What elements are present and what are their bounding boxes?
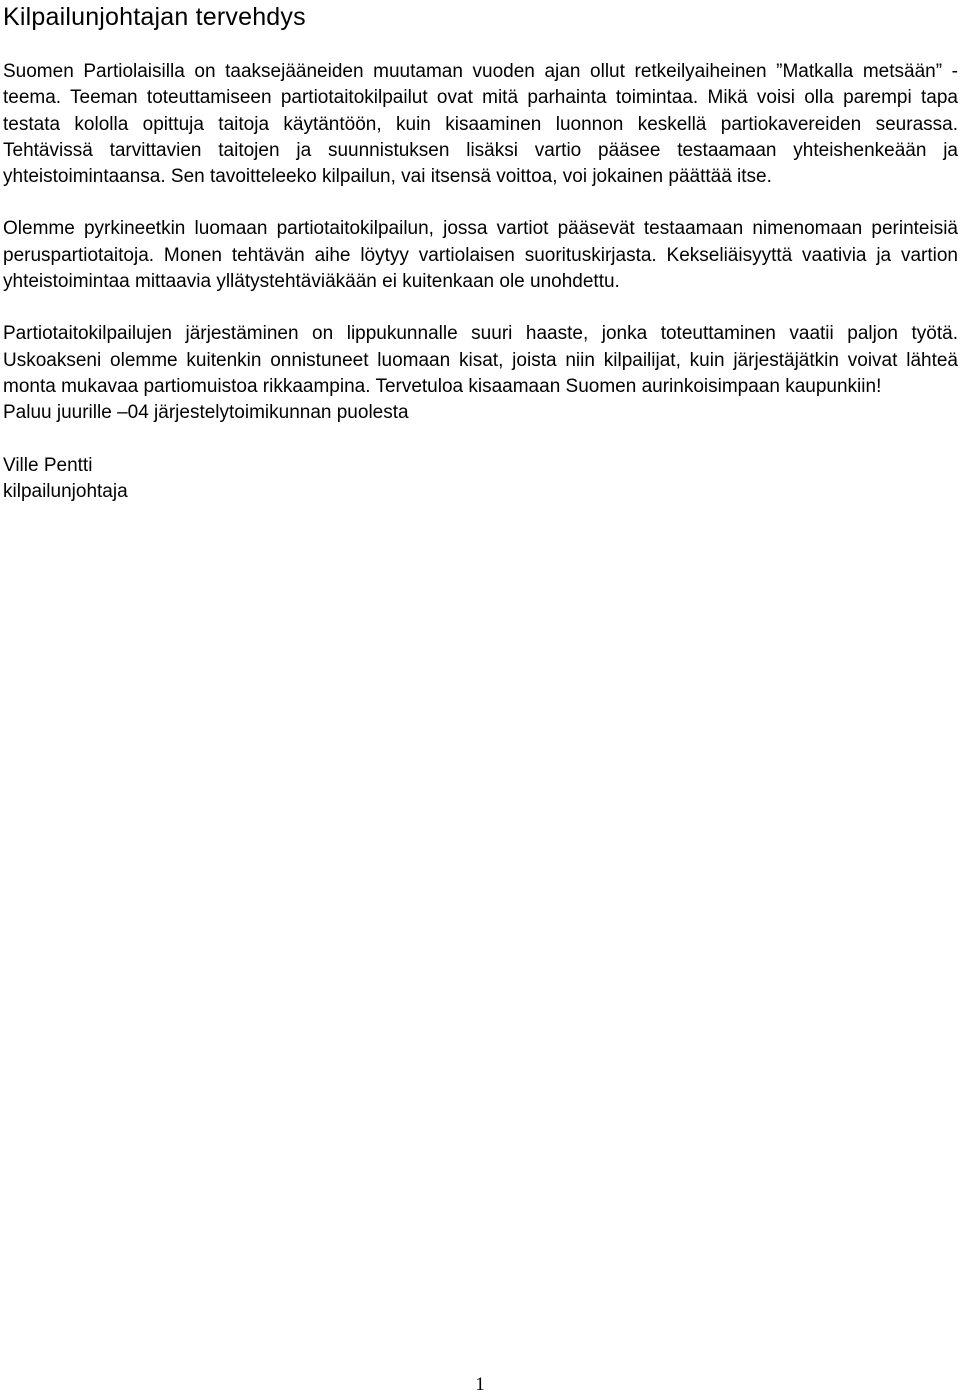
page-number: 1 xyxy=(475,1374,485,1395)
closing-line: Paluu juurille –04 järjestelytoimikunnan puolesta xyxy=(3,402,409,424)
page-title: Kilpailunjohtajan tervehdys xyxy=(3,3,306,31)
document-page xyxy=(3,0,958,505)
paragraph-competition: Olemme pyrkineetkin luomaan partiotaitokilpailun, jossa vartiot pääsevät testaamaan nimenomaan perinteisiä peruspartiotaitoja. Monen tehtävän aihe löytyy vartiolaisen suorituskirjasta. Kekseliäisyyttä vaativia ja vartion yhteistoimintaa mittaavia yllätystehtäviäkään ei kuitenkaan ole unohdettu. xyxy=(3,218,958,293)
paragraph-welcome: Partiotaitokilpailujen järjestäminen on lippukunnalle suuri haaste, jonka toteuttaminen vaatii paljon työtä. Uskoakseni olemme kuitenkin onnistuneet luomaan kisat, joista niin kilpailijat, kuin järjestäjätkin voivat lähteä monta mukavaa partiomuistoa rikkaampina. Tervetuloa kisaamaan Suomen aurinkoisimpaan kaupunkiin! xyxy=(3,323,958,397)
paragraph-intro: Suomen Partiolaisilla on taaksejääneiden muutaman vuoden ajan ollut retkeilyaiheinen ”Matkalla metsään” -teema. Teeman toteuttamiseen partiotaitokilpailut ovat mitä parhainta toimintaa. Mikä voisi olla parempi tapa testata kololla opittuja taitoja käytäntöön, kuin kisaaminen luonnon keskellä partiokavereiden seurassa. Tehtävissä tarvittavien taitojen ja suunnistuksen lisäksi vartio pääsee testaamaan yhteishenkeään ja yhteistoimintaansa. Sen tavoitteleeko kilpailun, vai itsensä voittoa, voi jokainen päättää itse. xyxy=(3,61,958,188)
signature-role: kilpailunjohtaja xyxy=(3,480,128,502)
signature-block xyxy=(3,453,958,506)
signature-name: Ville Pentti xyxy=(3,454,93,476)
